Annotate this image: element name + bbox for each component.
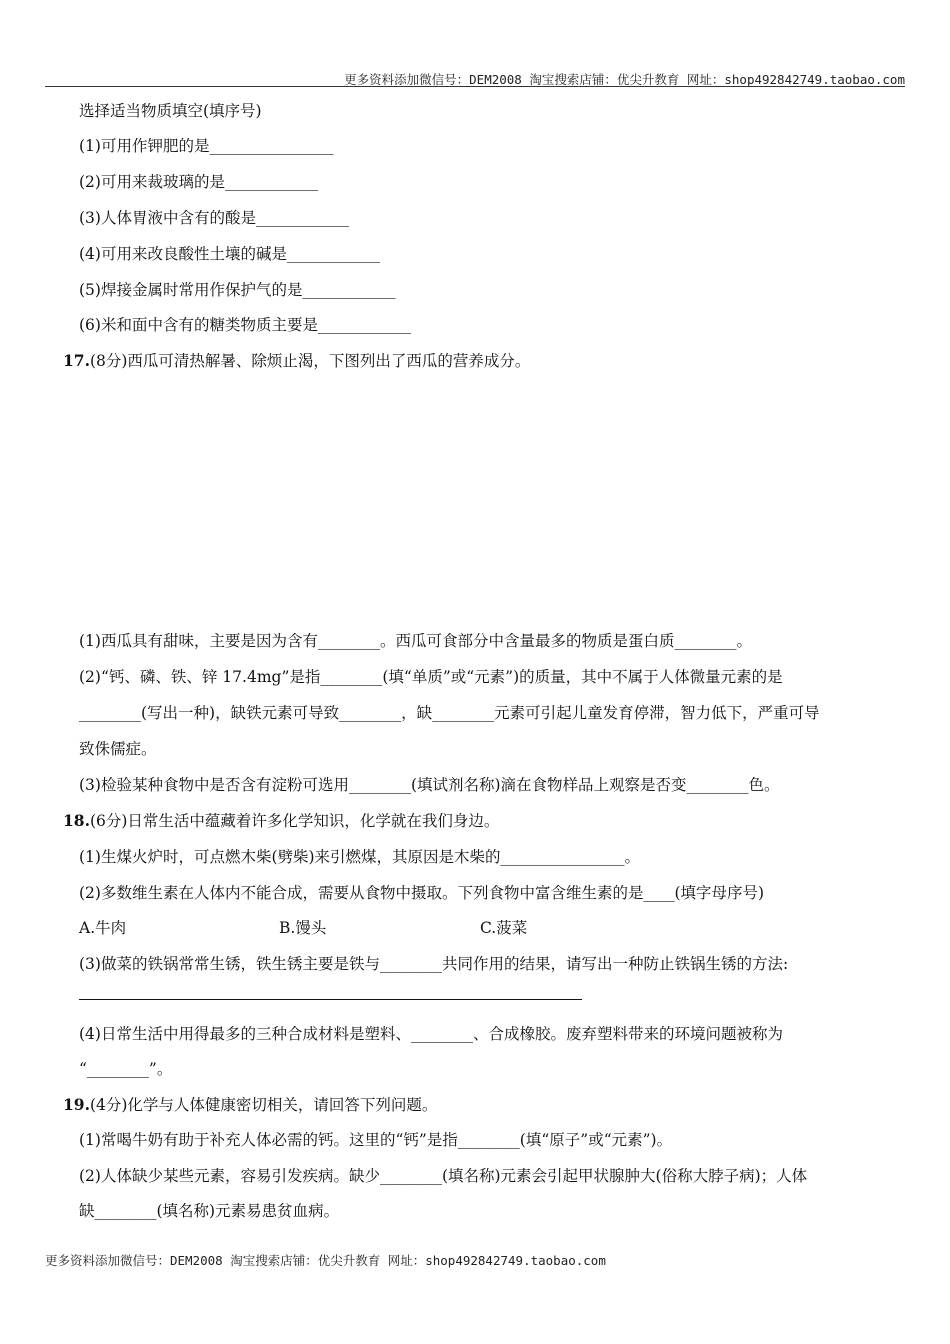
- q18-stem: [63, 811, 499, 831]
- q16-item-2: (2)可用来裁玻璃的是____________: [79, 173, 318, 191]
- q18-option-c: C.菠菜: [480, 919, 528, 937]
- q17-part-2-line-3: 致侏儒症。: [79, 740, 157, 758]
- q18-stem-text: (6分)日常生活中蕴藏着许多化学知识，化学就在我们身边。: [89, 812, 500, 830]
- page-header: 更多资料添加微信号：DEM2008 淘宝搜索店铺：优尖升教育 网址：shop492842749.taobao.com: [344, 72, 905, 87]
- q19-part-2-line-2: 缺________(填名称)元素易患贫血病。: [79, 1202, 340, 1220]
- q16-item-4: (4)可用来改良酸性土壤的碱是____________: [79, 245, 380, 263]
- q19-stem-text: (4分)化学与人体健康密切相关，请回答下列问题。: [89, 1096, 438, 1114]
- q16-item-1: (1)可用作钾肥的是________________: [79, 137, 334, 155]
- q18-part-1: (1)生煤火炉时，可点燃木柴(劈柴)来引燃煤，其原因是木柴的________________。: [79, 848, 641, 866]
- q17-part-2-line-2: ________(写出一种)，缺铁元素可导致________，缺________元素可引起儿童发育停滞，智力低下，严重可导: [79, 704, 820, 722]
- q16-intro: 选择适当物质填空(填序号): [79, 102, 262, 120]
- q18-part-4-line-1: (4)日常生活中用得最多的三种合成材料是塑料、________、合成橡胶。废弃塑料带来的环境问题被称为: [79, 1025, 783, 1043]
- nutrition-figure-area: [79, 385, 859, 610]
- q19-stem: [63, 1095, 437, 1115]
- q18-option-a: A.牛肉: [79, 919, 127, 937]
- q17-part-2-line-1: (2)“钙、磷、铁、锌 17.4mg”是指________(填“单质”或“元素”)的质量，其中不属于人体微量元素的是: [79, 668, 783, 686]
- q19-number: 19.: [63, 1095, 90, 1114]
- q18-part-3: (3)做菜的铁锅常常生锈，铁生锈主要是铁与________共同作用的结果，请写出一种防止铁锅生锈的方法:: [79, 955, 789, 973]
- q18-part-2: (2)多数维生素在人体内不能合成，需要从食物中摄取。下列食物中富含维生素的是____(填字母序号): [79, 884, 765, 902]
- q18-number: 18.: [63, 811, 90, 830]
- q18-option-b: B.馒头: [279, 919, 327, 937]
- q18-part-4-line-2: “________”。: [79, 1060, 173, 1078]
- q17-stem: [63, 351, 530, 371]
- page-footer: 更多资料添加微信号：DEM2008 淘宝搜索店铺：优尖升教育 网址：shop492842749.taobao.com: [45, 1253, 606, 1268]
- q19-part-1: (1)常喝牛奶有助于补充人体必需的钙。这里的“钙”是指________(填“原子”或“元素”)。: [79, 1131, 673, 1149]
- q18-answer-blank-line: [79, 999, 582, 1000]
- q16-item-6: (6)米和面中含有的糖类物质主要是____________: [79, 316, 411, 334]
- q16-item-3: (3)人体胃液中含有的酸是____________: [79, 209, 349, 227]
- header-rule: [45, 86, 905, 87]
- q19-part-2-line-1: (2)人体缺少某些元素，容易引发疾病。缺少________(填名称)元素会引起甲状腺肿大(俗称大脖子病)；人体: [79, 1167, 808, 1185]
- q16-item-5: (5)焊接金属时常用作保护气的是____________: [79, 281, 396, 299]
- q17-part-1: (1)西瓜具有甜味，主要是因为含有________。西瓜可食部分中含量最多的物质是蛋白质________。: [79, 632, 752, 650]
- q17-part-3: (3)检验某种食物中是否含有淀粉可选用________(填试剂名称)滴在食物样品上观察是否变________色。: [79, 776, 780, 794]
- q17-stem-text: (8分)西瓜可清热解暑、除烦止渴，下图列出了西瓜的营养成分。: [89, 352, 531, 370]
- q17-number: 17.: [63, 351, 90, 370]
